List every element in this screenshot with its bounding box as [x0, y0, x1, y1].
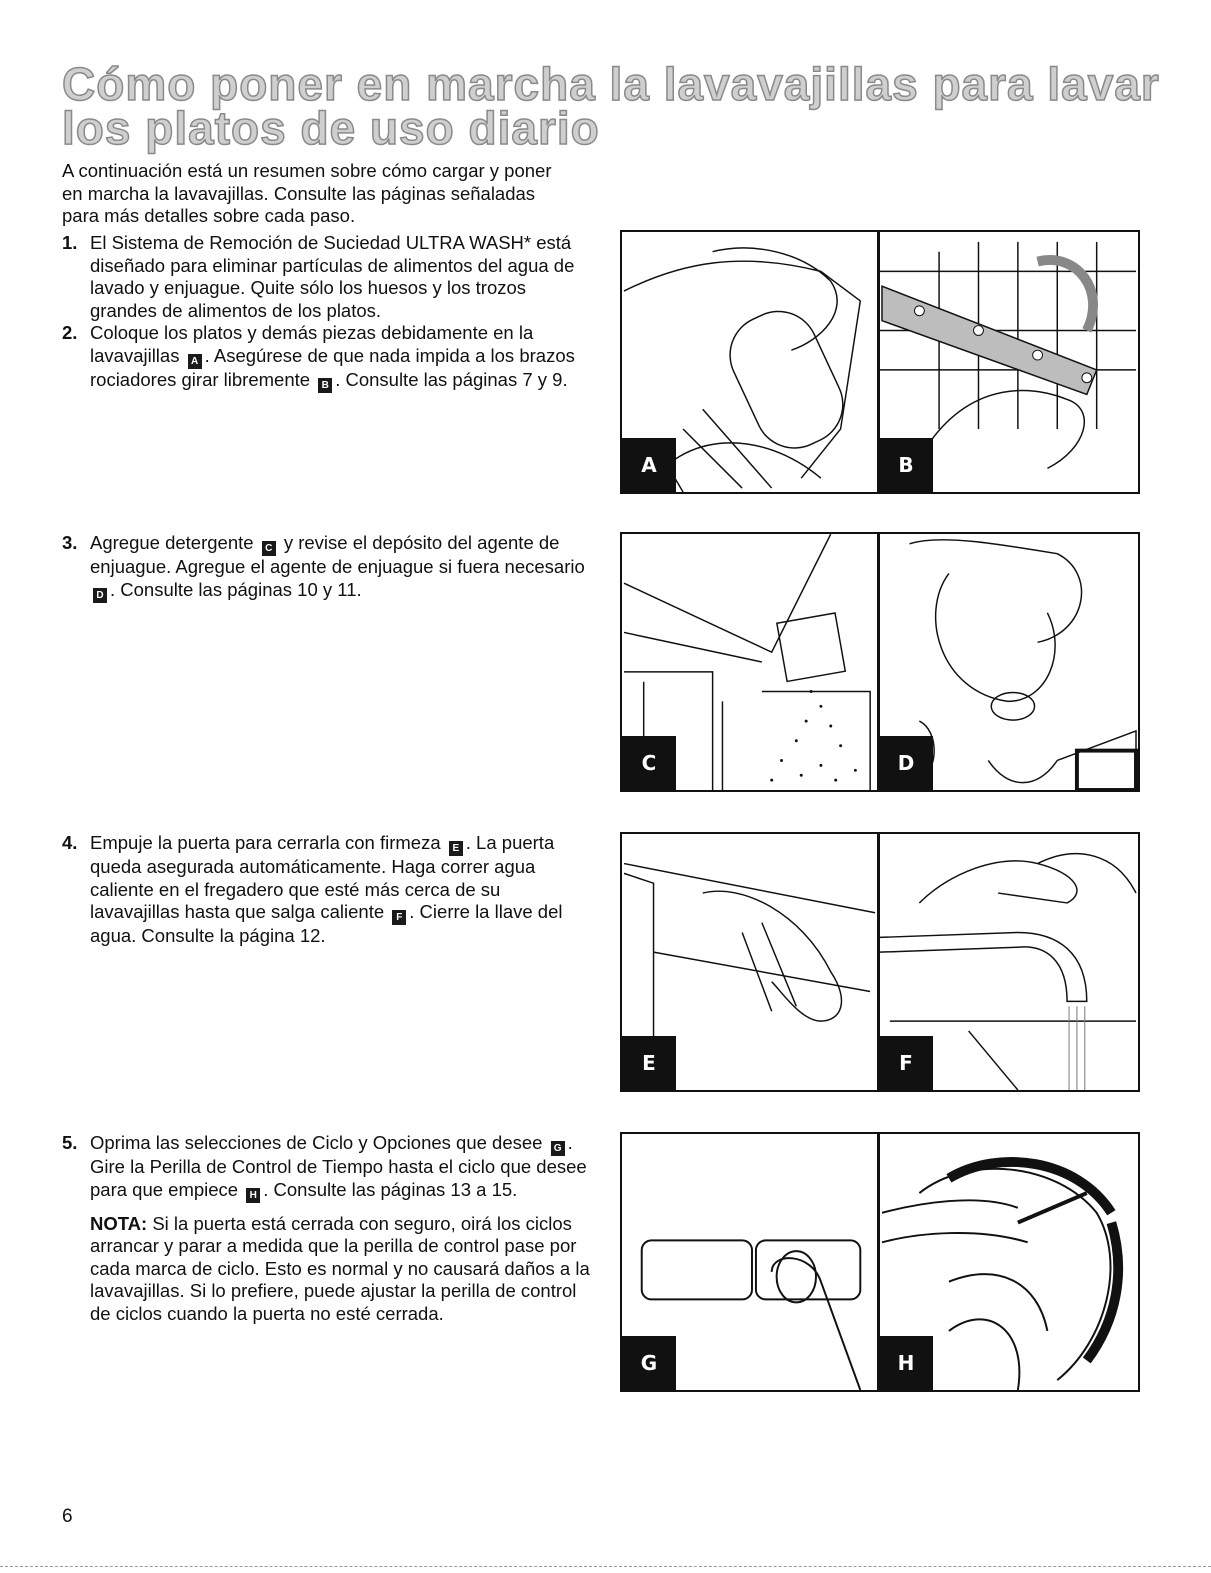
step-text: Oprima las selecciones de Ciclo y Opciones que desee	[90, 1132, 543, 1153]
panel-label: H	[879, 1336, 933, 1390]
steps-group-4	[62, 1132, 592, 1325]
step-number: 5.	[62, 1132, 78, 1153]
step-2	[62, 322, 592, 393]
intro-paragraph: A continuación está un resumen sobre cómo cargar y poner en marcha la lavavajillas. Consulte las páginas señaladas para más detalles sobre cada paso.	[62, 160, 552, 226]
panel-label: D	[879, 736, 933, 790]
illustration-panel-gh	[620, 1132, 1140, 1392]
page-title: Cómo poner en marcha la lavavajillas para lavar los platos de uso diario	[62, 58, 1160, 154]
panel-label: A	[622, 438, 676, 492]
step-text: Agregue detergente	[90, 532, 254, 553]
step-text: . Gire la Perilla de Control de Tiempo hasta el ciclo que desee para que empiece	[90, 1132, 587, 1200]
panel-label: B	[879, 438, 933, 492]
steps-group-3	[62, 832, 592, 948]
step-text: Coloque los platos y demás piezas debidamente en la lavavajillas	[90, 322, 534, 366]
step-4	[62, 832, 592, 948]
figure-ref-badge: C	[262, 541, 276, 556]
steps-group-1	[62, 232, 592, 393]
steps-group-2	[62, 532, 592, 603]
bottom-rule	[0, 1566, 1211, 1567]
step-number: 1.	[62, 232, 78, 253]
step-text: y revise el depósito del agente de enjuague. Agregue el agente de enjuague si fuera necesario	[90, 532, 585, 577]
figure-ref-badge: G	[551, 1141, 565, 1156]
panel-label: C	[622, 736, 676, 790]
step-text: . Consulte las páginas 10 y 11.	[110, 578, 362, 600]
step-text: . Consulte las páginas 7 y 9.	[335, 368, 568, 390]
step-text: Empuje la puerta para cerrarla con firmeza	[90, 832, 441, 853]
step-3	[62, 532, 592, 603]
note-label: NOTA:	[90, 1212, 148, 1234]
step-5	[62, 1132, 592, 1325]
step-text: El Sistema de Remoción de Suciedad ULTRA WASH* está diseñado para eliminar partículas de alimentos del agua de lavado y enjuague. Quite sólo los huesos y los trozos grandes de alimentos de los platos.	[90, 232, 575, 321]
figure-ref-badge: A	[188, 354, 202, 369]
step-text: . Cierre la llave del agua. Consulte la página 12.	[90, 901, 563, 946]
page-number: 6	[62, 1506, 73, 1527]
step-number: 3.	[62, 532, 78, 553]
panel-label: G	[622, 1336, 676, 1390]
figure-ref-badge: H	[246, 1188, 260, 1203]
step-text: . Asegúrese de que nada impida a los brazos rociadores girar libremente	[90, 344, 575, 390]
illustration-panel-ef	[620, 832, 1140, 1092]
illustration-panel-cd	[620, 532, 1140, 792]
figure-ref-badge: B	[318, 378, 332, 393]
panel-label: E	[622, 1036, 676, 1090]
step-text: . Consulte las páginas 13 a 15.	[263, 1178, 518, 1200]
illustration-panel-ab	[620, 230, 1140, 494]
step-number: 2.	[62, 322, 78, 343]
note-paragraph	[90, 1213, 592, 1326]
step-number: 4.	[62, 832, 78, 853]
figure-ref-badge: F	[392, 910, 406, 925]
note-text: Si la puerta está cerrada con seguro, oirá los ciclos arrancar y parar a medida que la perilla de control pase por cada marca de ciclo. Esto es normal y no causará daños a la lavavajillas. Si lo prefiere, puede ajustar la perilla de control de ciclos cuando la puerta no esté cerrada.	[90, 1212, 590, 1324]
panel-label: F	[879, 1036, 933, 1090]
step-1	[62, 232, 592, 322]
figure-ref-badge: E	[449, 841, 463, 856]
step-text: . La puerta queda asegurada automáticamente. Haga correr agua caliente en el fregadero que esté más cerca de su lavavajillas hasta que salga caliente	[90, 832, 555, 922]
figure-ref-badge: D	[93, 588, 107, 603]
